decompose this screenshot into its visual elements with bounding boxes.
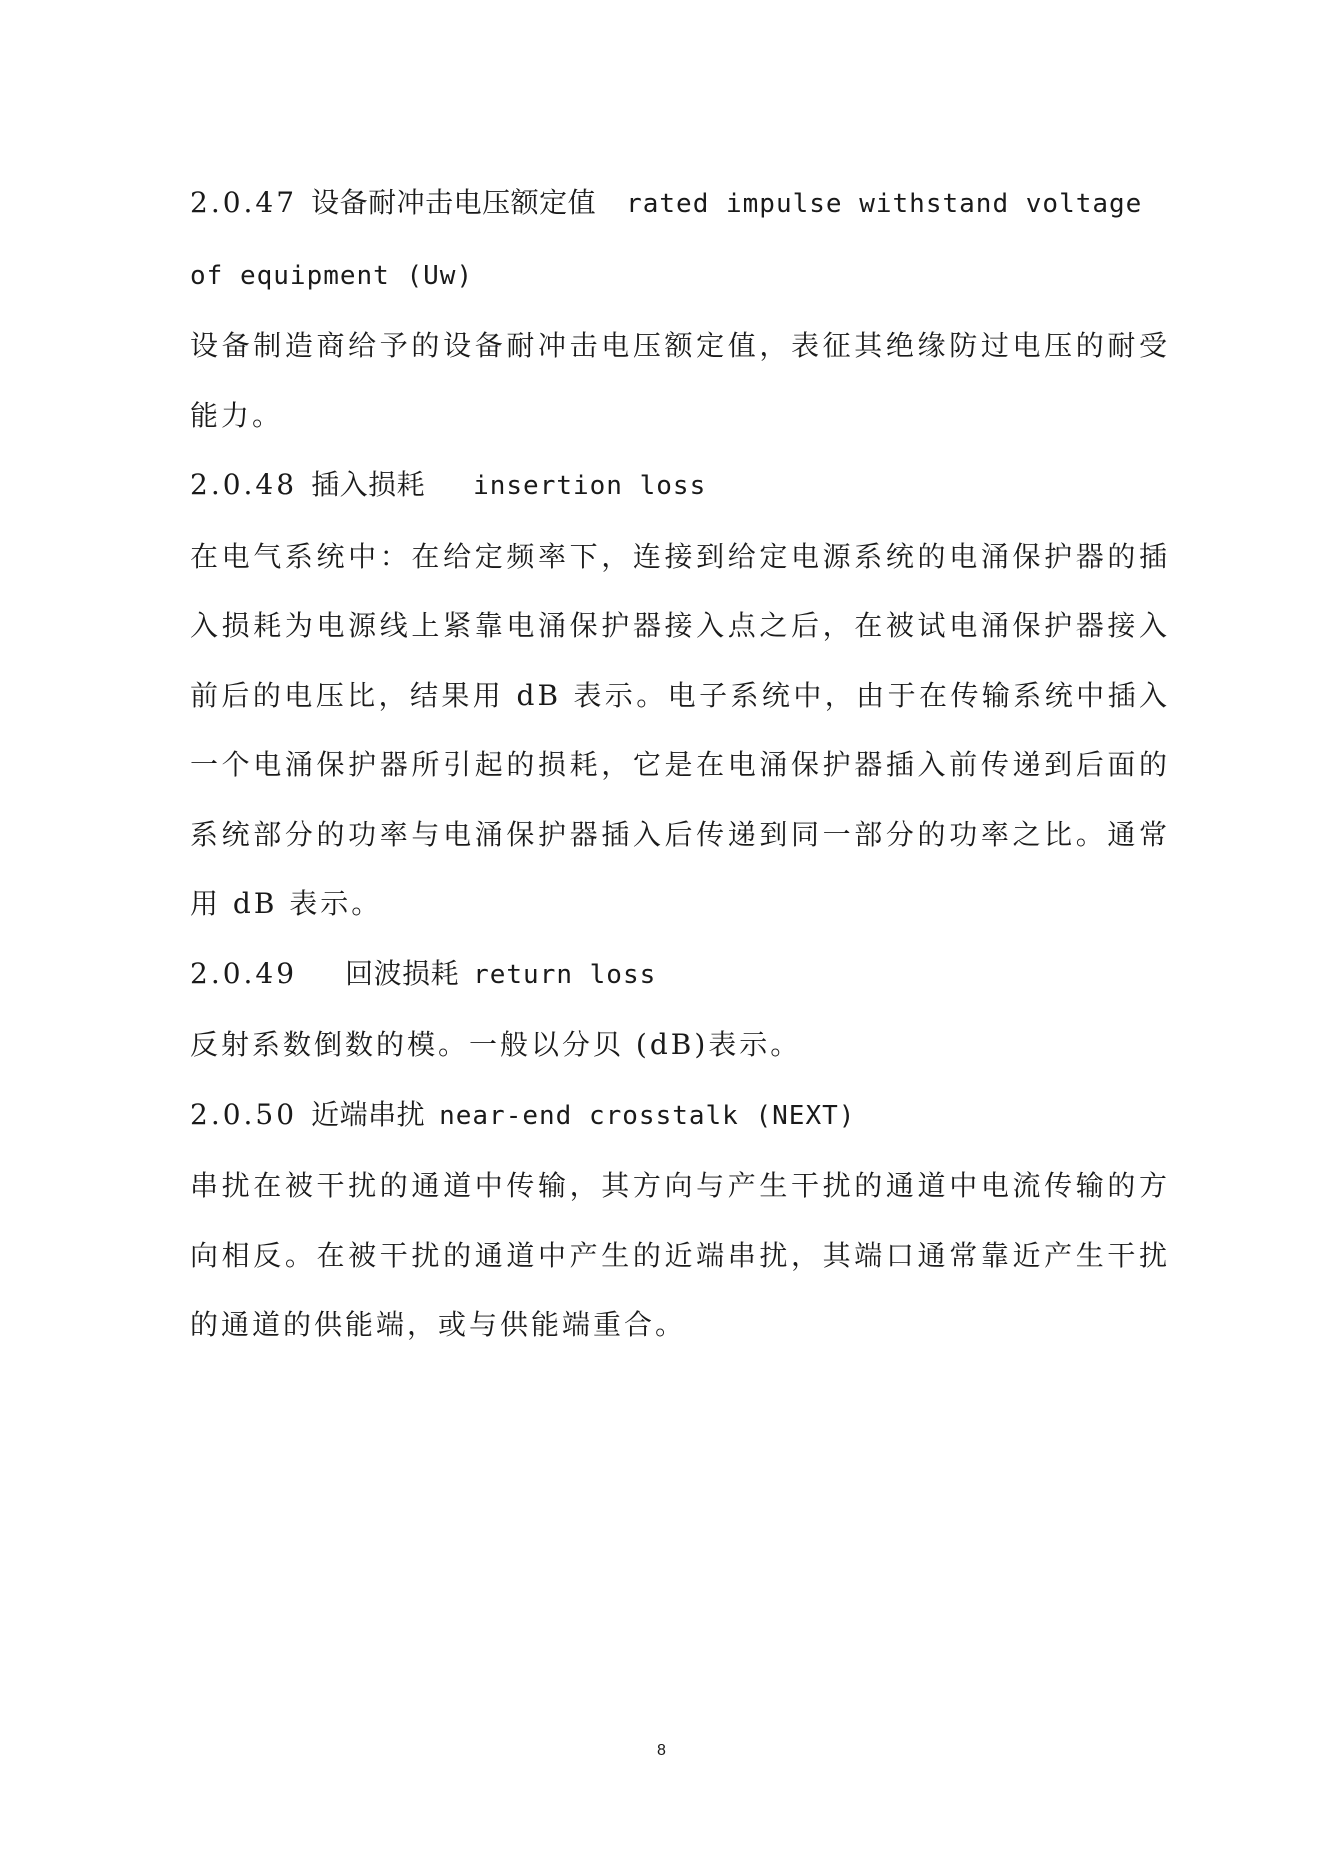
term-chinese: 设备耐冲击电压额定值 [311, 186, 597, 219]
document-body [190, 168, 1170, 1360]
term-number: 2.0.47 [190, 186, 298, 219]
term-heading-2-0-48 [190, 450, 1170, 522]
term-definition-2-0-49: 反射系数倒数的模。一般以分贝 (dB)表示。 [190, 1028, 802, 1061]
term-heading-2-0-50 [190, 1080, 1170, 1152]
term-chinese: 近端串扰 [311, 1097, 426, 1131]
term-heading-2-0-49 [190, 939, 1170, 1011]
term-heading-2-0-47 [190, 168, 1170, 311]
term-english: near-end crosstalk (NEXT) [439, 1100, 856, 1131]
term-english: insertion loss [473, 471, 707, 501]
term-english: rated impulse withstand voltage of equipment (Uw) [190, 189, 1143, 291]
term-chinese: 回波损耗 [345, 956, 460, 990]
term-english: return loss [473, 959, 657, 990]
term-chinese: 插入损耗 [311, 468, 426, 501]
term-number: 2.0.49 [190, 956, 298, 990]
term-definition-2-0-47: 设备制造商给予的设备耐冲击电压额定值，表征其绝缘防过电压的耐受能力。 [190, 329, 1170, 432]
term-number: 2.0.50 [190, 1097, 298, 1131]
term-definition-2-0-48: 在电气系统中：在给定频率下，连接到给定电源系统的电涌保护器的插入损耗为电源线上紧靠电涌保护器接入点之后，在被试电涌保护器接入前后的电压比，结果用 dB 表示。电子系统中，由于在传输系统中插入一个电涌保护器所引起的损耗，它是在电涌保护器插入前传递到后面的系统部分的功率与电涌保护器插入后传递到同一部分的功率之比。通常用 dB 表示。 [190, 539, 1170, 920]
page-number: 8 [657, 1742, 666, 1759]
term-definition-2-0-50: 串扰在被干扰的通道中传输，其方向与产生干扰的通道中电流传输的方向相反。在被干扰的通道中产生的近端串扰，其端口通常靠近产生干扰的通道的供能端，或与供能端重合。 [190, 1169, 1170, 1341]
term-number: 2.0.48 [190, 468, 298, 501]
